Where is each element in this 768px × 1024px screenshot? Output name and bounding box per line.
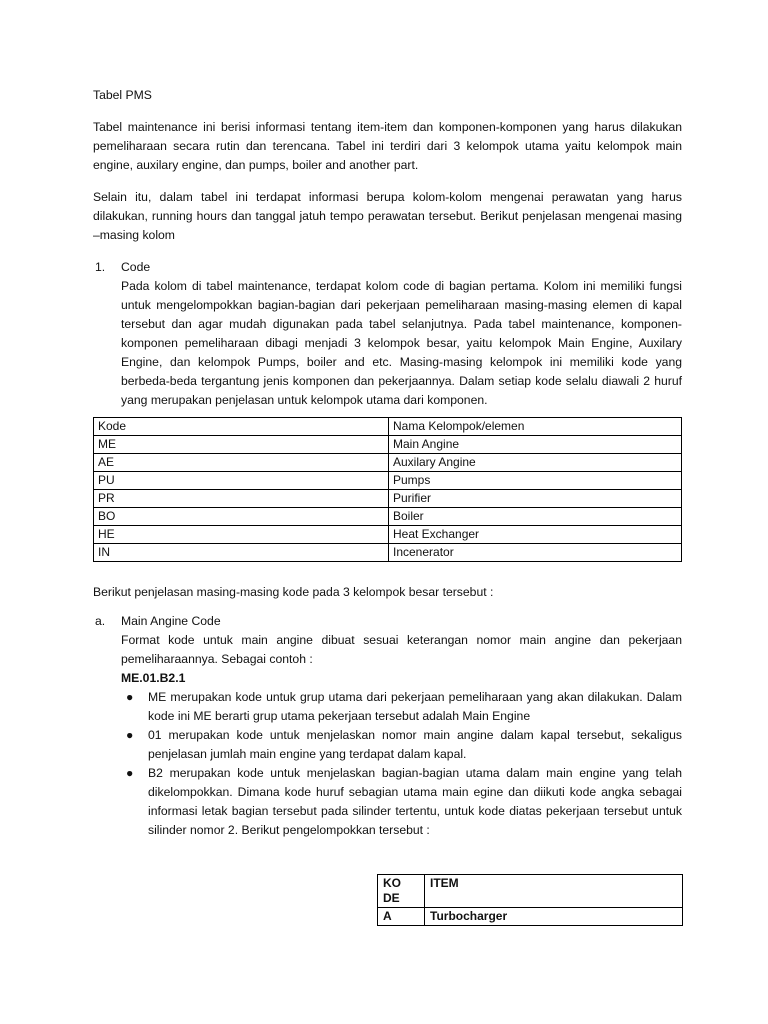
- table-header-cell: Nama Kelompok/elemen: [389, 418, 682, 436]
- table-cell-code: PR: [94, 490, 389, 508]
- table-header-cell: KODE: [378, 875, 425, 908]
- item-table: [377, 874, 683, 926]
- table-cell-code: AE: [94, 454, 389, 472]
- section-heading: Code: [121, 260, 151, 274]
- list-item: [121, 764, 682, 840]
- section-main-angine-code: [93, 612, 682, 840]
- table-row: [94, 436, 682, 454]
- bullet-list: [121, 688, 682, 840]
- bullet-text: 01 merupakan kode untuk menjelaskan nomor main angine dalam kapal tersebut, sekaligus penjelasan jumlah main engine yang terdapat dalam kapal.: [148, 728, 682, 761]
- example-code: ME.01.B2.1: [121, 671, 186, 685]
- table-row: [378, 908, 683, 926]
- table-row: [94, 454, 682, 472]
- bullet-text: B2 merupakan kode untuk menjelaskan bagian-bagian utama dalam main engine yang telah dikelompokkan. Dimana kode huruf sebagian utama main egine dan diikuti kode angka sebagai informasi letak bagian tersebut pada silinder tertentu, untuk kode diatas pekerjaan tersebut untuk silinder nomor 2. Berikut pengelompokkan tersebut :: [148, 766, 682, 837]
- table-header-cell: Kode: [94, 418, 389, 436]
- section-code: [93, 258, 682, 410]
- table-cell-name: Incenerator: [389, 544, 682, 562]
- bullet-icon: ●: [126, 728, 134, 742]
- table-cell-name: Purifier: [389, 490, 682, 508]
- table-cell-code: BO: [94, 508, 389, 526]
- list-item: [121, 726, 682, 764]
- table-header-row: [378, 875, 683, 908]
- page-title: Tabel PMS: [93, 88, 152, 102]
- bullet-icon: ●: [126, 690, 134, 704]
- table-header-row: [94, 418, 682, 436]
- table-row: [94, 508, 682, 526]
- table-cell-name: Auxilary Angine: [389, 454, 682, 472]
- section-number: 1.: [95, 260, 106, 274]
- table-cell-code: HE: [94, 526, 389, 544]
- table-cell-code: PU: [94, 472, 389, 490]
- document-page: [93, 86, 682, 923]
- table-cell-code: ME: [94, 436, 389, 454]
- table-cell-name: Boiler: [389, 508, 682, 526]
- after-table-paragraph: Berikut penjelasan masing-masing kode pada 3 kelompok besar tersebut :: [93, 585, 494, 599]
- list-item: [121, 688, 682, 726]
- table-cell-item: Turbocharger: [425, 908, 683, 926]
- table-header-cell: ITEM: [425, 875, 683, 908]
- table-row: [94, 490, 682, 508]
- table-cell-code: A: [378, 908, 425, 926]
- table-cell-name: Pumps: [389, 472, 682, 490]
- sub-text: Format kode untuk main angine dibuat sesuai keterangan nomor main angine dan pekerjaan pemeliharaannya. Sebagai contoh :: [121, 633, 682, 666]
- bullet-icon: ●: [126, 766, 134, 780]
- table-row: [94, 544, 682, 562]
- bullet-text: ME merupakan kode untuk grup utama dari pekerjaan pemeliharaan yang akan dilakukan. Dalam kode ini ME berarti grup utama pekerjaan tersebut adalah Main Engine: [148, 690, 682, 723]
- table-row: [94, 526, 682, 544]
- table-row: [94, 472, 682, 490]
- sub-label: a.: [95, 614, 106, 628]
- columns-paragraph: Selain itu, dalam tabel ini terdapat informasi berupa kolom-kolom mengenai perawatan yang harus dilakukan, running hours dan tanggal jatuh tempo perawatan tersebut. Berikut penjelasan mengenai masing –masing kolom: [93, 190, 682, 242]
- table-cell-name: Heat Exchanger: [389, 526, 682, 544]
- table-cell-name: Main Angine: [389, 436, 682, 454]
- code-table: [93, 417, 682, 562]
- section-text: Pada kolom di tabel maintenance, terdapat kolom code di bagian pertama. Kolom ini memiliki fungsi untuk mengelompokkan bagian-bagian dari pekerjaan pemeliharaan masing-masing elemen di kapal tersebut dan agar mudah digunakan pada tabel selanjutnya. Pada tabel maintenance, komponen-komponen pemeliharaan dibagi menjadi 3 kelompok besar, yaitu kelompok Main Engine, Auxilary Engine, dan kelompok Pumps, boiler and etc. Masing-masing kelompok ini memiliki kode yang berbeda-beda tergantung jenis komponen dan pekerjaannya. Dalam setiap kode selalu diawali 2 huruf yang merupakan penjelasan untuk kelompok utama dari komponen.: [121, 279, 682, 407]
- intro-paragraph: Tabel maintenance ini berisi informasi tentang item-item dan komponen-komponen yang harus dilakukan pemeliharaan secara rutin dan terencana. Tabel ini terdiri dari 3 kelompok utama yaitu kelompok main engine, auxilary engine, dan pumps, boiler and another part.: [93, 120, 682, 172]
- sub-heading: Main Angine Code: [121, 614, 221, 628]
- table-cell-code: IN: [94, 544, 389, 562]
